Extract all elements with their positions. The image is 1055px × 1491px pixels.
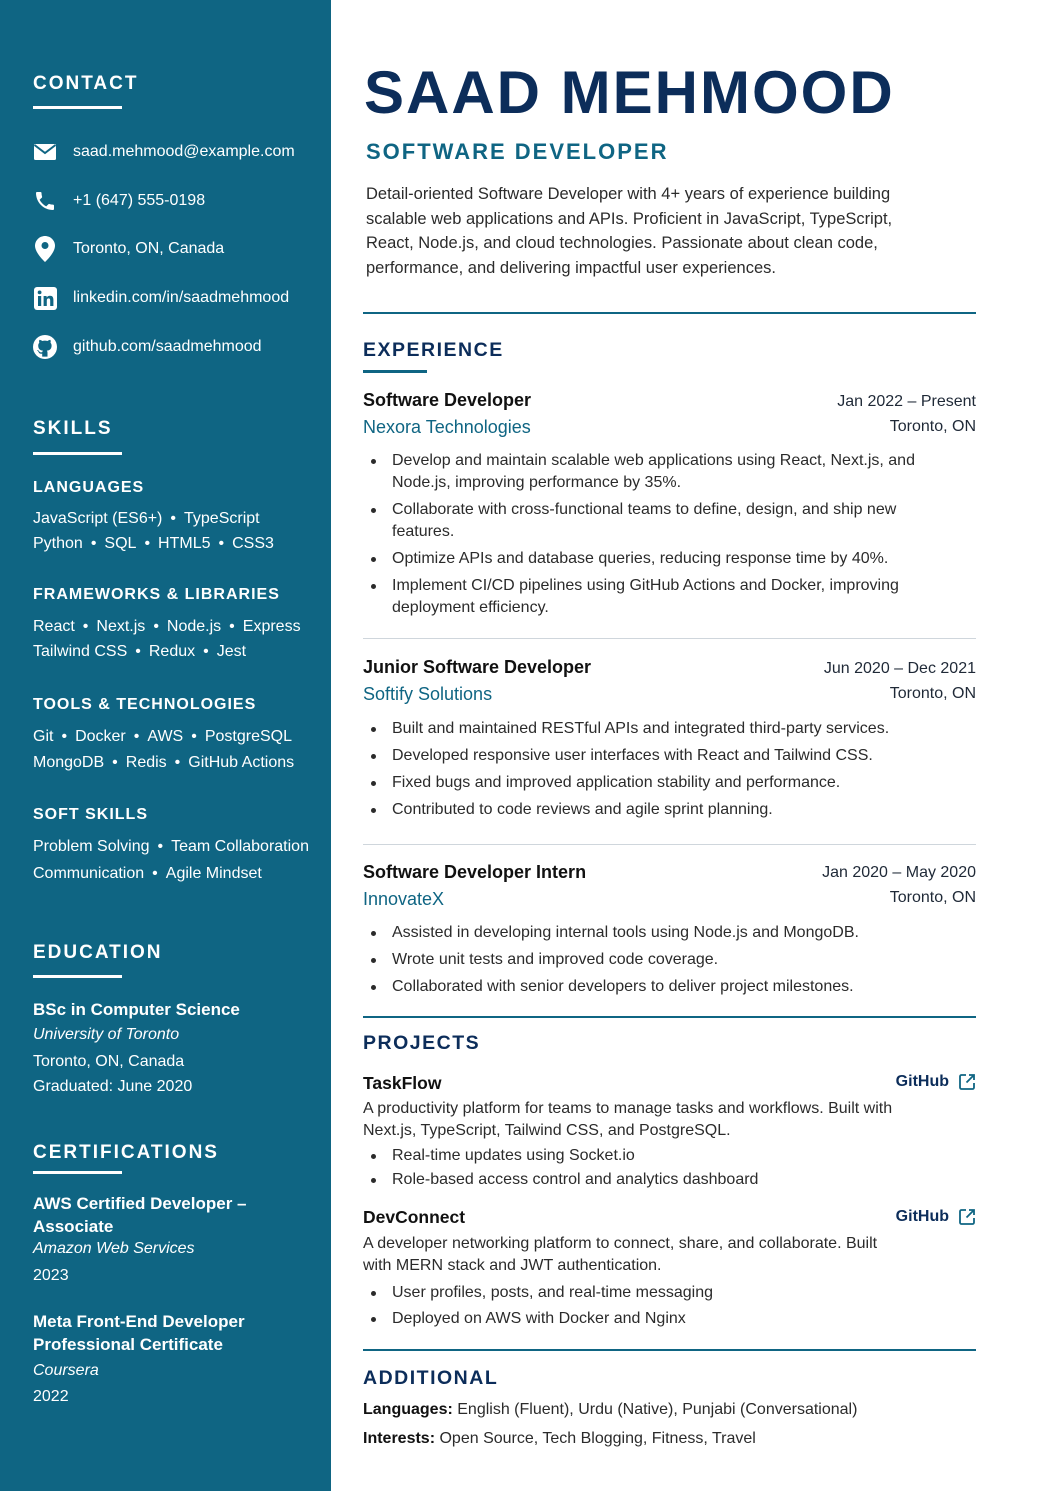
job-company: Softify Solutions — [363, 684, 493, 704]
certification-title — [33, 1192, 247, 1238]
linkedin-icon — [33, 286, 57, 310]
skill-item: Problem Solving — [33, 838, 150, 855]
candidate-role: SOFTWARE DEVELOPER — [366, 139, 669, 164]
contact-linkedin[interactable] — [33, 286, 289, 310]
skill-item: CSS3 — [232, 535, 274, 552]
education-graduated: Graduated: June 2020 — [33, 1078, 193, 1095]
certifications-heading-rule — [33, 1171, 122, 1174]
project-bullets — [363, 1145, 923, 1191]
additional-interests — [363, 1430, 756, 1448]
experience-heading: EXPERIENCE — [363, 339, 504, 361]
skills-line: MongoDB • Redis • GitHub Actions — [33, 754, 295, 771]
project-title: TaskFlow — [363, 1073, 442, 1093]
job-dates: Jun 2020 – Dec 2021 — [823, 660, 976, 677]
section-divider — [363, 1016, 976, 1018]
list-item: Collaborate with cross-functional teams to define, design, and ship new features. — [363, 499, 923, 543]
skills-heading-rule — [33, 452, 122, 455]
contact-heading-rule — [33, 106, 122, 109]
education-location: Toronto, ON, Canada — [33, 1053, 185, 1070]
section-divider — [363, 1349, 976, 1351]
project-description: A productivity platform for teams to manage tasks and workflows. Built with Next.js, TypeScript, Tailwind CSS, and PostgreSQL. — [363, 1100, 893, 1139]
job-company: InnovateX — [363, 889, 445, 909]
project-github-label: GitHub — [895, 1208, 949, 1225]
project-github-link[interactable] — [896, 1073, 976, 1091]
contact-phone[interactable] — [33, 189, 205, 213]
skills-group-title: LANGUAGES — [33, 479, 145, 496]
list-item: Implement CI/CD pipelines using GitHub Actions and Docker, improving deployment efficiency. — [363, 575, 923, 619]
list-item: Built and maintained RESTful APIs and integrated third-party services. — [363, 718, 923, 740]
skill-item: Node.js — [166, 618, 222, 635]
certifications-heading: CERTIFICATIONS — [33, 1142, 219, 1163]
skill-item: TypeScript — [184, 510, 260, 527]
github-icon — [33, 335, 57, 359]
skills-line: Problem Solving • Team Collaboration — [33, 838, 309, 855]
list-item: Develop and maintain scalable web applications using React, Next.js, and Node.js, improving performance by 35%. — [363, 450, 923, 494]
contact-email-text: saad.mehmood@example.com — [73, 143, 295, 160]
education-degree: BSc in Computer Science — [33, 1000, 240, 1019]
list-item: Wrote unit tests and improved code coverage. — [363, 949, 923, 971]
job-bullets — [363, 922, 923, 998]
sidebar — [0, 0, 331, 1491]
additional-languages-value: English (Fluent), Urdu (Native), Punjabi (Conversational) — [457, 1401, 858, 1418]
skills-group-title: FRAMEWORKS & LIBRARIES — [33, 586, 280, 603]
skill-item: PostgreSQL — [204, 728, 292, 745]
skill-item: Agile Mindset — [165, 865, 262, 882]
skills-group-title: SOFT SKILLS — [33, 806, 148, 823]
skills-line: JavaScript (ES6+) • TypeScript — [33, 510, 260, 527]
list-item: User profiles, posts, and real-time messaging — [363, 1282, 923, 1304]
job-dates: Jan 2022 – Present — [837, 393, 976, 410]
skills-group-title: TOOLS & TECHNOLOGIES — [33, 696, 257, 713]
list-item: Real-time updates using Socket.io — [363, 1145, 923, 1167]
list-item: Assisted in developing internal tools using Node.js and MongoDB. — [363, 922, 923, 944]
skill-item: Jest — [216, 643, 247, 660]
skill-item: Communication — [33, 865, 145, 882]
skills-line: Communication • Agile Mindset — [33, 865, 262, 882]
list-item: Optimize APIs and database queries, reducing response time by 40%. — [363, 548, 923, 570]
list-item: Role-based access control and analytics dashboard — [363, 1169, 923, 1191]
additional-languages-label: Languages: — [363, 1401, 453, 1418]
skill-item: SQL — [104, 535, 137, 552]
summary-text: Detail-oriented Software Developer with 4+ years of experience building scalable web applications and APIs. Proficient in JavaScript, TypeScript, React, Node.js, and cloud technologies. Passionate about clean code, performance, and delivering impactful user experiences. — [366, 185, 893, 277]
section-divider — [363, 312, 976, 314]
job-company: Nexora Technologies — [363, 417, 531, 437]
location-icon — [33, 237, 57, 261]
skill-item: Tailwind CSS — [33, 643, 128, 660]
skill-item: JavaScript (ES6+) — [33, 510, 163, 527]
skill-item: Python — [33, 535, 83, 552]
experience-heading-rule — [363, 370, 427, 373]
list-item: Collaborated with senior developers to deliver project milestones. — [363, 976, 923, 998]
skills-line: Tailwind CSS • Redux • Jest — [33, 643, 247, 660]
list-item: Fixed bugs and improved application stability and performance. — [363, 772, 923, 794]
list-item: Deployed on AWS with Docker and Nginx — [363, 1308, 923, 1330]
job-title: Software Developer Intern — [363, 862, 587, 882]
contact-github-text: github.com/saadmehmood — [73, 338, 262, 355]
project-github-link[interactable] — [896, 1208, 976, 1226]
list-item: Contributed to code reviews and agile sprint planning. — [363, 799, 923, 821]
certification-year: 2022 — [33, 1388, 69, 1405]
certification-title-line: Meta Front-End Developer — [33, 1312, 245, 1331]
job-location: Toronto, ON — [889, 685, 976, 702]
skill-item: Redis — [125, 754, 167, 771]
job-location: Toronto, ON — [889, 418, 976, 435]
project-github-label: GitHub — [895, 1073, 949, 1090]
certification-title-line: Associate — [33, 1217, 114, 1236]
job-location: Toronto, ON — [889, 889, 976, 906]
contact-linkedin-text: linkedin.com/in/saadmehmood — [73, 289, 290, 306]
phone-icon — [33, 189, 57, 213]
job-bullets — [363, 718, 923, 821]
email-icon — [33, 140, 57, 164]
job-divider — [363, 638, 976, 639]
job-divider — [363, 844, 976, 845]
education-heading: EDUCATION — [33, 942, 163, 963]
skill-item: HTML5 — [158, 535, 211, 552]
candidate-name: SAAD MEHMOOD — [364, 59, 895, 126]
skill-item: Docker — [75, 728, 126, 745]
contact-github[interactable] — [33, 335, 262, 359]
list-item: Developed responsive user interfaces with React and Tailwind CSS. — [363, 745, 923, 767]
job-bullets — [363, 450, 923, 619]
project-description: A developer networking platform to connect, share, and collaborate. Built with MERN stack and JWT authentication. — [363, 1235, 878, 1274]
job-title: Software Developer — [363, 390, 532, 410]
job-title: Junior Software Developer — [363, 657, 592, 677]
contact-location-text: Toronto, ON, Canada — [73, 240, 225, 257]
skills-line: React • Next.js • Node.js • Express — [33, 618, 301, 635]
skill-item: React — [33, 618, 75, 635]
project-bullets — [363, 1282, 923, 1330]
certification-issuer: Coursera — [33, 1362, 99, 1379]
contact-location — [33, 237, 224, 261]
education-heading-rule — [33, 975, 122, 978]
skill-item: Express — [242, 618, 301, 635]
additional-interests-label: Interests: — [363, 1430, 436, 1447]
contact-phone-text: +1 (647) 555-0198 — [73, 192, 206, 209]
projects-heading: PROJECTS — [363, 1032, 481, 1054]
skill-item: MongoDB — [33, 754, 105, 771]
job-dates: Jan 2020 – May 2020 — [822, 864, 976, 881]
additional-heading: ADDITIONAL — [363, 1367, 499, 1389]
education-school: University of Toronto — [33, 1026, 180, 1043]
main-content — [331, 0, 1055, 1491]
certification-title-line: AWS Certified Developer – — [33, 1194, 247, 1213]
certification-title — [33, 1310, 245, 1356]
contact-email[interactable] — [33, 140, 295, 164]
certification-year: 2023 — [33, 1267, 69, 1284]
skills-heading: SKILLS — [33, 418, 113, 439]
project-title: DevConnect — [363, 1207, 466, 1227]
skills-line: Python • SQL • HTML5 • CSS3 — [33, 535, 274, 552]
certification-issuer: Amazon Web Services — [33, 1240, 195, 1257]
skill-item: AWS — [147, 728, 184, 745]
skill-item: Team Collaboration — [171, 838, 309, 855]
external-link-icon — [958, 1208, 976, 1226]
external-link-icon — [958, 1073, 976, 1091]
skills-line: Git • Docker • AWS • PostgreSQL — [33, 728, 292, 745]
skill-item: GitHub Actions — [188, 754, 295, 771]
additional-languages — [363, 1401, 857, 1419]
certification-title-line: Professional Certificate — [33, 1335, 223, 1354]
contact-heading: CONTACT — [33, 73, 139, 94]
skill-item: Redux — [148, 643, 196, 660]
skill-item: Git — [33, 728, 54, 745]
skill-item: Next.js — [96, 618, 146, 635]
additional-interests-value: Open Source, Tech Blogging, Fitness, Travel — [439, 1430, 756, 1447]
